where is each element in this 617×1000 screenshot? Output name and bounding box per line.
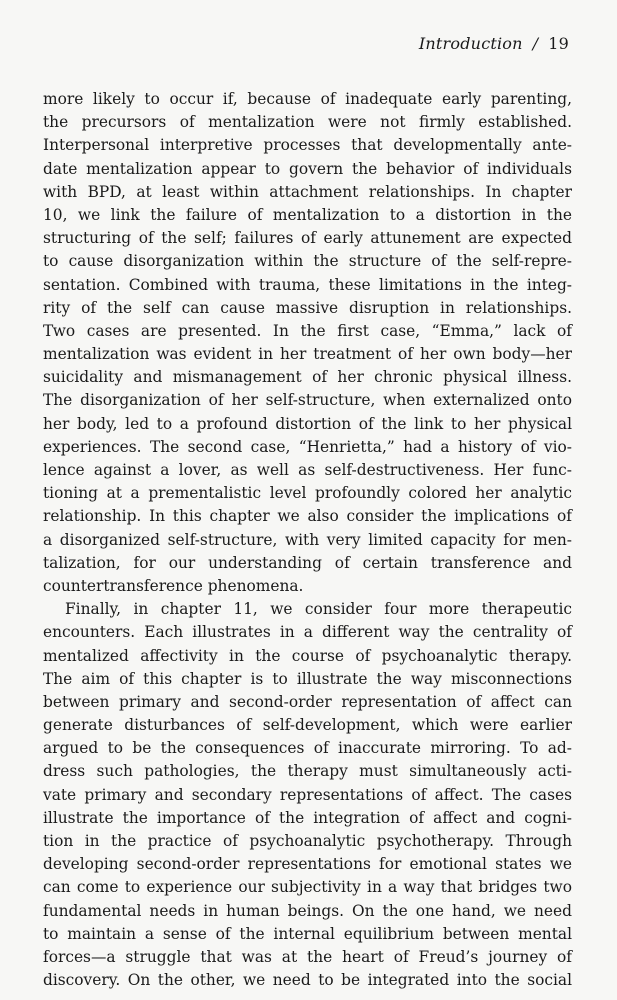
- paragraph: [43, 88, 572, 598]
- text-line: to maintain a sense of the internal equilibrium between mental: [43, 924, 572, 943]
- running-head: [419, 34, 569, 53]
- text-line: mentalized affectivity in the course of psychoanalytic therapy.: [43, 646, 572, 665]
- text-line: Two cases are presented. In the first case, “Emma,” lack of: [43, 321, 572, 340]
- text-line: tioning at a prementalistic level profoundly colored her analytic: [43, 484, 572, 503]
- text-line: The aim of this chapter is to illustrate the way misconnections: [43, 669, 572, 688]
- text-line: encounters. Each illustrates in a different way the centrality of: [43, 623, 572, 642]
- text-line: can come to experience our subjectivity in a way that bridges two: [43, 878, 572, 897]
- page-number: 19: [548, 34, 569, 53]
- text-line: talization, for our understanding of certain transference and: [43, 553, 572, 572]
- text-line: experiences. The second case, “Henrietta,” had a history of vio-: [43, 437, 572, 456]
- text-line: structuring of the self; failures of early attunement are expected: [43, 229, 572, 248]
- text-line: dress such pathologies, the therapy must simultaneously acti-: [43, 762, 572, 781]
- text-line: the precursors of mentalization were not firmly established.: [43, 113, 572, 132]
- running-head-separator: /: [532, 34, 539, 53]
- text-line: illustrate the importance of the integration of affect and cogni-: [43, 808, 572, 827]
- text-line: 10, we link the failure of mentalization to a distortion in the: [43, 205, 572, 224]
- text-line: to cause disorganization within the structure of the self-repre-: [43, 252, 572, 271]
- text-line: a disorganized self-structure, with very limited capacity for men-: [43, 530, 572, 549]
- paragraph: [43, 598, 572, 992]
- text-line: discovery. On the other, we need to be integrated into the social: [43, 971, 572, 990]
- text-line: lence against a lover, as well as self-destructiveness. Her func-: [43, 461, 572, 479]
- text-line: more likely to occur if, because of inadequate early parenting,: [43, 90, 572, 108]
- text-line: Interpersonal interpretive processes that developmentally ante-: [43, 136, 572, 155]
- text-line: rity of the self can cause massive disruption in relationships.: [43, 298, 572, 317]
- text-line: vate primary and secondary representations of affect. The cases: [43, 785, 572, 804]
- text-line: her body, led to a profound distortion of the link to her physical: [43, 414, 572, 433]
- text-line: date mentalization appear to govern the behavior of individuals: [43, 159, 572, 178]
- text-line: between primary and second-order representation of affect can: [43, 692, 572, 711]
- text-line: argued to be the consequences of inaccurate mirroring. To ad-: [43, 739, 572, 758]
- text-line: forces—a struggle that was at the heart of Freud’s journey of: [43, 947, 572, 966]
- text-line: developing second-order representations for emotional states we: [43, 855, 572, 874]
- text-line: sentation. Combined with trauma, these limitations in the integ-: [43, 275, 572, 294]
- text-line: mentalization was evident in her treatment of her own body—her: [43, 345, 572, 364]
- body-text: [43, 88, 572, 992]
- text-line: countertransference phenomena.: [43, 576, 304, 595]
- text-line: Finally, in chapter 11, we consider four more therapeutic: [65, 600, 572, 619]
- running-head-title: Introduction: [418, 34, 523, 53]
- text-line: generate disturbances of self-development, which were earlier: [43, 716, 572, 735]
- text-line: suicidality and mismanagement of her chronic physical illness.: [43, 368, 572, 387]
- text-line: fundamental needs in human beings. On the one hand, we need: [43, 901, 572, 920]
- text-line: with BPD, at least within attachment relationships. In chapter: [43, 182, 572, 201]
- text-line: relationship. In this chapter we also consider the implications of: [43, 507, 572, 526]
- text-line: The disorganization of her self-structure, when externalized onto: [43, 391, 572, 410]
- text-line: tion in the practice of psychoanalytic psychotherapy. Through: [43, 832, 572, 850]
